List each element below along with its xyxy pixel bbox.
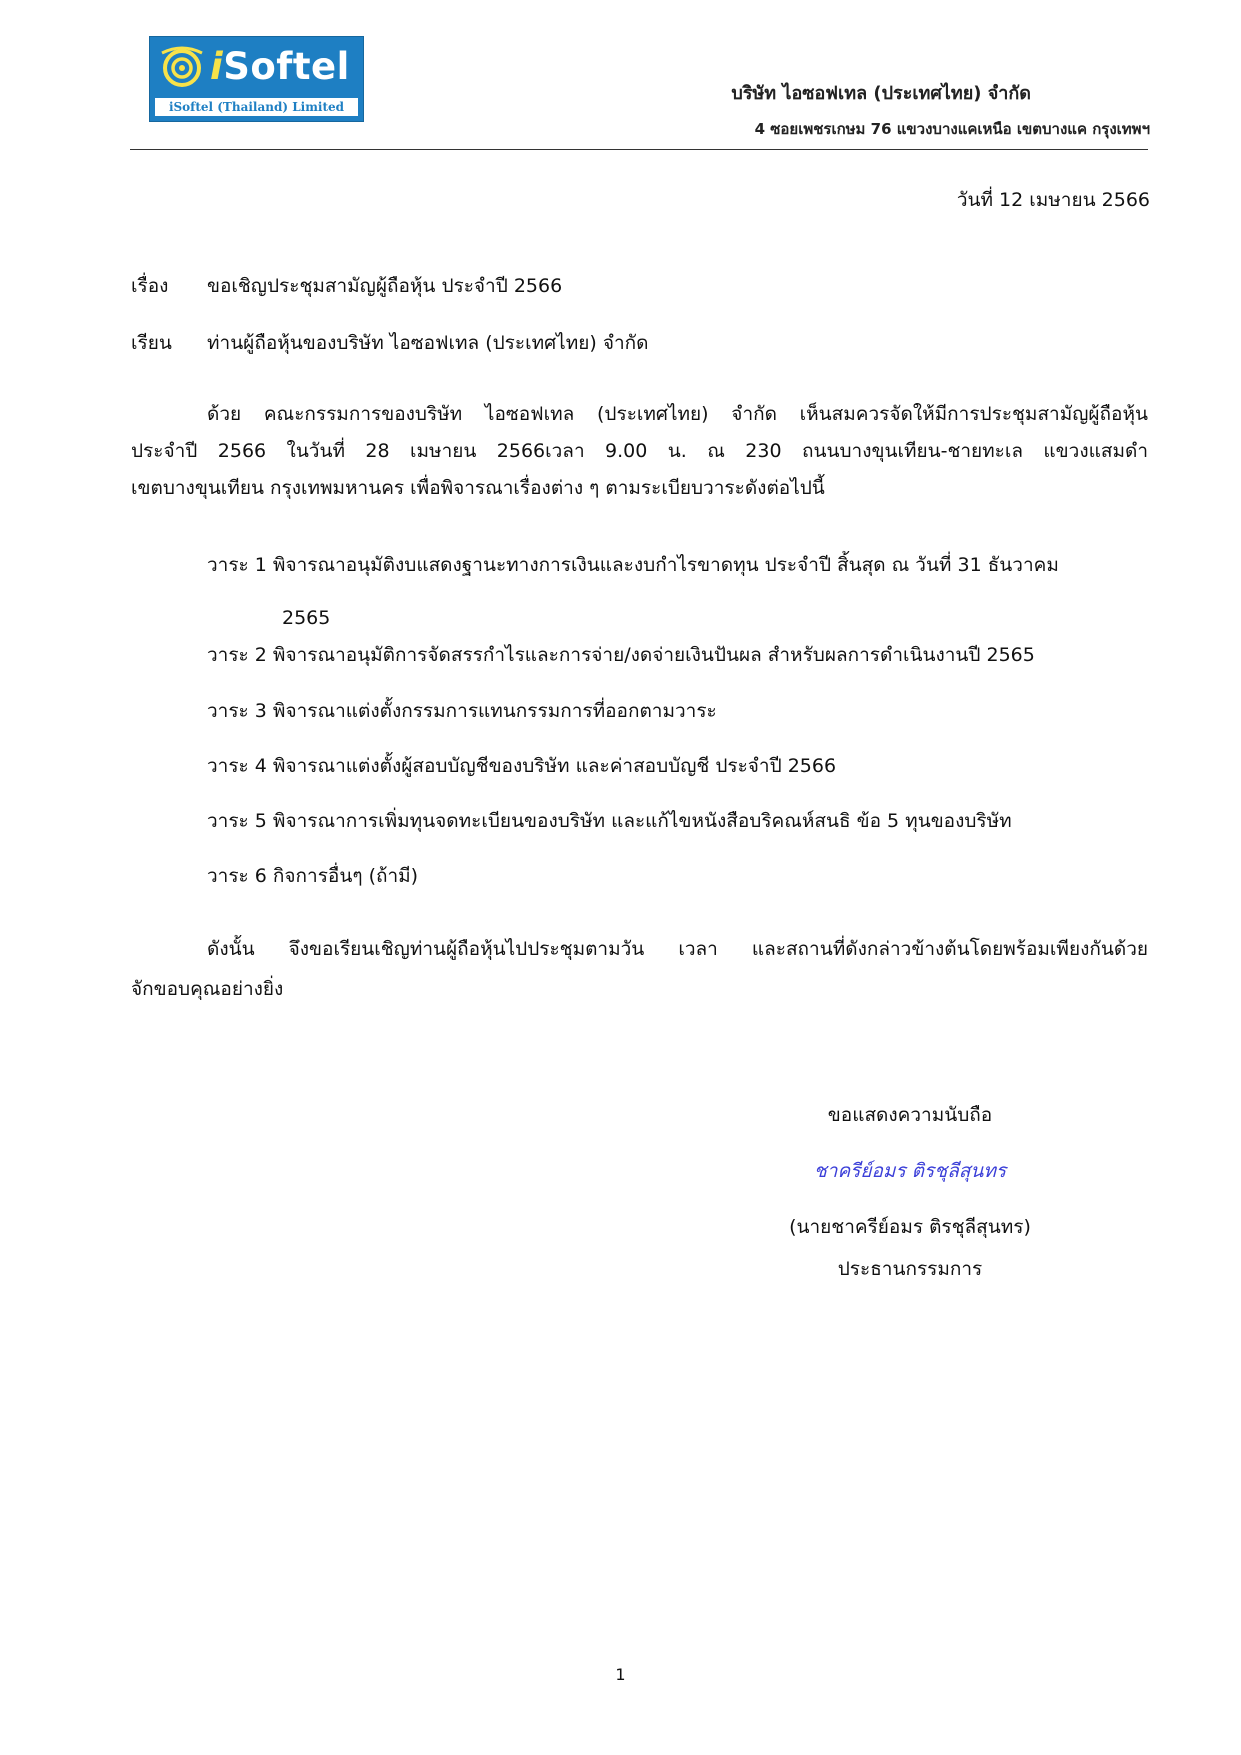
company-address: 4 ซอยเพชรเกษม 76 แขวงบางแคเหนือ เขตบางแค กรุงเทพฯ — [754, 120, 1150, 138]
agenda-item-1-text: วาระ 1 พิจารณาอนุมัติงบแสดงฐานะทางการเงินและงบกำไรขาดทุน ประจำปี สิ้นสุด ณ วันที่ 31 ธันวาคม — [207, 554, 1059, 576]
subject-label: เรื่อง — [131, 275, 169, 297]
intro-line-2: ประจำปี 2566 ในวันที่ 28 เมษายน 2566เวลา 9.00 น. ณ 230 ถนนบางขุนเทียน-ชายทะเล แขวงแสมดำ — [131, 440, 1148, 462]
signature: ชาครีย์อมร ติรชุลีสุนทร — [813, 1160, 1007, 1182]
closing-line-2: จักขอบคุณอย่างยิ่ง — [131, 978, 284, 1000]
regards-text: ขอแสดงความนับถือ — [827, 1104, 993, 1126]
agenda-item-5: วาระ 5 พิจารณาการเพิ่มทุนจดทะเบียนของบริษัท และแก้ไขหนังสือบริคณห์สนธิ ข้อ 5 ทุนของบริษัท — [207, 810, 1012, 832]
agenda-item-6: วาระ 6 กิจการอื่นๆ (ถ้ามี) — [207, 865, 419, 887]
recipient-text: ท่านผู้ถือหุ้นของบริษัท ไอซอฟเทล (ประเทศไทย) จำกัด — [207, 332, 649, 354]
header-divider — [130, 149, 1148, 150]
intro-line-1: ด้วย คณะกรรมการของบริษัท ไอซอฟเทล (ประเทศไทย) จำกัด เห็นสมควรจัดให้มีการประชุมสามัญผู้ถือหุ้น — [207, 403, 1148, 425]
letter-date: วันที่ 12 เมษายน 2566 — [956, 189, 1150, 211]
signatory-position: ประธานกรรมการ — [837, 1258, 983, 1280]
page-number: 1 — [615, 1665, 626, 1684]
intro-line-3: เขตบางขุนเทียน กรุงเทพมหานคร เพื่อพิจารณาเรื่องต่าง ๆ ตามระเบียบวาระดังต่อไปนี้ — [131, 477, 825, 499]
company-logo — [149, 36, 364, 122]
agenda-item-3: วาระ 3 พิจารณาแต่งตั้งกรรมการแทนกรรมการที่ออกตามวาระ — [207, 700, 717, 722]
company-name: บริษัท ไอซอฟเทล (ประเทศไทย) จำกัด — [731, 83, 1031, 104]
logo-brand-text: iSoftel — [210, 45, 350, 88]
agenda-item-2: วาระ 2 พิจารณาอนุมัติการจัดสรรกำไรและการจ่าย/งดจ่ายเงินปันผล สำหรับผลการดำเนินงานปี 2565 — [207, 644, 1035, 666]
recipient-label: เรียน — [131, 332, 172, 354]
closing-line-1: ดังนั้น จึงขอเรียนเชิญท่านผู้ถือหุ้นไปประชุมตามวัน เวลา และสถานที่ดังกล่าวข้างต้นโดยพร้อมเพียงกันด้วย — [207, 938, 1148, 960]
closing-paragraph — [131, 929, 1148, 1009]
isoftel-swirl-icon — [158, 45, 212, 91]
subject-text: ขอเชิญประชุมสามัญผู้ถือหุ้น ประจำปี 2566 — [207, 275, 563, 297]
agenda-item-4: วาระ 4 พิจารณาแต่งตั้งผู้สอบบัญชีของบริษัท และค่าสอบบัญชี ประจำปี 2566 — [207, 755, 837, 777]
intro-paragraph — [131, 396, 1148, 507]
agenda-item-1-cont: 2565 — [282, 607, 331, 629]
agenda-item-1 — [207, 539, 1147, 645]
logo-subtitle: iSoftel (Thailand) Limited — [155, 98, 358, 116]
signatory-name: (นายชาครีย์อมร ติรชุลีสุนทร) — [789, 1216, 1031, 1238]
